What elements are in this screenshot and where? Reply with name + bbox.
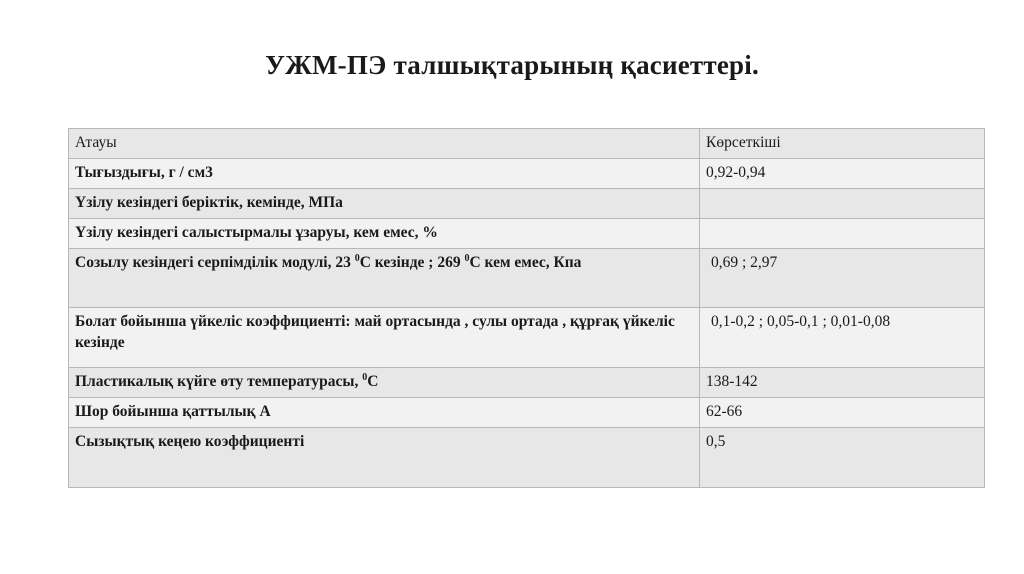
superscript: 0 — [362, 372, 368, 383]
property-name-cell: Шор бойынша қаттылық А — [69, 398, 700, 428]
property-name-text: С — [367, 373, 379, 390]
property-name-text: С кезінде ; 269 — [359, 254, 465, 271]
property-name-cell: Болат бойынша үйкеліс коэффициенті: май ортасында , сулы ортада , құрғақ үйкеліс кезінде — [69, 308, 700, 368]
property-value-cell: 62-66 — [700, 398, 985, 428]
table-header-row — [69, 129, 985, 159]
table-row — [69, 398, 985, 428]
table-row — [69, 428, 985, 488]
property-value-cell: 0,92-0,94 — [700, 159, 985, 189]
table-row — [69, 249, 985, 308]
property-name-text: Созылу кезіндегі серпімділік модулі, 23 — [75, 254, 355, 271]
property-value-cell: 0,1-0,2 ; 0,05-0,1 ; 0,01-0,08 — [700, 308, 985, 368]
table-row — [69, 368, 985, 398]
property-name-cell: Үзілу кезіндегі беріктік, кемінде, МПа — [69, 189, 700, 219]
property-value-cell — [700, 219, 985, 249]
header-name-cell: Атауы — [69, 129, 700, 159]
table-row — [69, 308, 985, 368]
property-value-cell: 0,5 — [700, 428, 985, 488]
property-value-cell: 138-142 — [700, 368, 985, 398]
slide-title: УЖМ-ПЭ талшықтарының қасиеттері. — [265, 50, 759, 80]
table-row — [69, 159, 985, 189]
property-name-cell — [69, 249, 700, 308]
property-name-cell: Үзілу кезіндегі салыстырмалы ұзаруы, кем емес, % — [69, 219, 700, 249]
header-value-cell: Көрсеткіші — [700, 129, 985, 159]
property-name-text: С кем емес, Кпа — [469, 254, 582, 271]
table-row — [69, 219, 985, 249]
table-row — [69, 189, 985, 219]
property-name-text: Пластикалық күйге өту температурасы, — [75, 373, 363, 390]
superscript: 0 — [354, 253, 360, 264]
property-name-cell: Сызықтық кеңею коэффициенті — [69, 428, 700, 488]
property-name-cell: Тығыздығы, г / см3 — [69, 159, 700, 189]
property-value-cell: 0,69 ; 2,97 — [700, 249, 985, 308]
property-name-cell — [69, 368, 700, 398]
superscript: 0 — [464, 253, 470, 264]
property-value-cell — [700, 189, 985, 219]
properties-table — [68, 128, 985, 488]
